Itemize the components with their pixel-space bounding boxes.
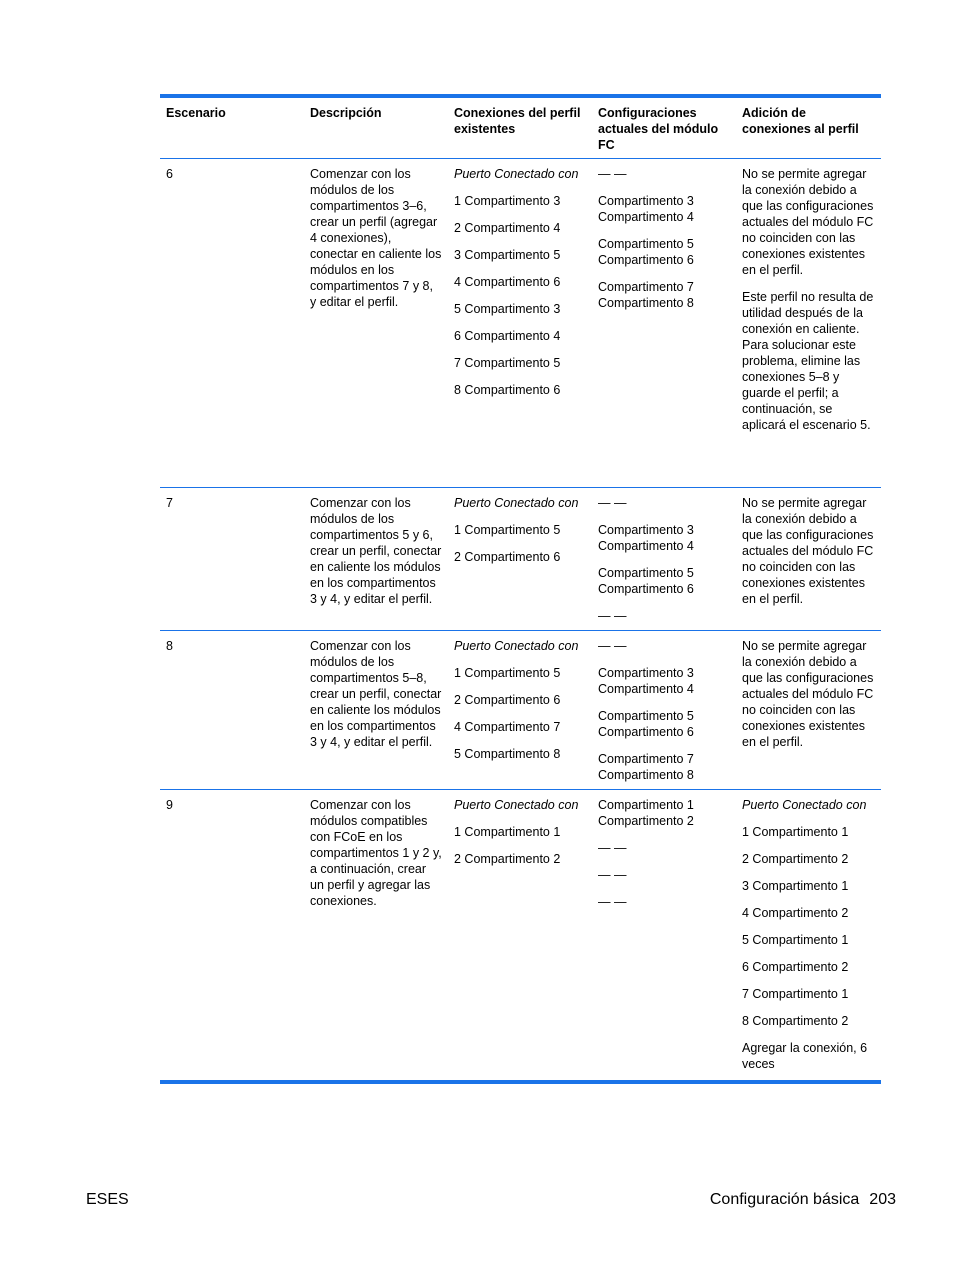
footer-locale: ESES xyxy=(86,1191,129,1208)
cell-paragraph: 4 Compartimento 7 xyxy=(454,720,561,734)
cell-paragraph: 8 Compartimento 2 xyxy=(742,1014,849,1028)
table-body xyxy=(160,159,881,1080)
cell-paragraph: Compartimento 7 Compartimento 8 xyxy=(598,752,694,782)
cell-paragraph: 8 Compartimento 6 xyxy=(454,383,561,397)
cell-existing-connections xyxy=(448,166,592,487)
cell-paragraph: No se permite agregar la conexión debido a que las configuraciones actuales del módulo FC no coinciden con las conexiones existentes en el perfil. xyxy=(742,496,874,606)
cell-paragraph: 3 Compartimento 5 xyxy=(454,248,561,262)
scenario-table xyxy=(160,94,881,1084)
cell-paragraph: Compartimento 5 Compartimento 6 xyxy=(598,566,694,596)
cell-paragraph: 1 Compartimento 3 xyxy=(454,194,561,208)
cell-addition xyxy=(736,797,881,1080)
cell-description: Comenzar con los módulos de los compartimentos 5 y 6, crear un perfil, conectar en caliente los módulos en los compartimentos 3 y 4, y editar el perfil. xyxy=(310,496,442,606)
table-header xyxy=(160,98,881,159)
table-row xyxy=(160,159,881,488)
cell-fc-config xyxy=(592,166,736,487)
cell-paragraph: Este perfil no resulta de utilidad después de la conexión en caliente. Para solucionar este problema, elimine las conexiones 5–8 y guarde el perfil; a continuación, se aplicará el escenario 5. xyxy=(742,290,874,432)
header-conexiones-existentes: Conexiones del perfil existentes xyxy=(454,106,581,136)
cell-scenario: 7 xyxy=(166,496,173,510)
header-escenario: Escenario xyxy=(166,106,226,120)
footer-page-info xyxy=(710,1191,896,1209)
cell-paragraph: — — xyxy=(598,496,627,510)
cell-paragraph: — — xyxy=(598,167,627,181)
cell-paragraph: 3 Compartimento 1 xyxy=(742,879,849,893)
cell-paragraph: Compartimento 5 Compartimento 6 xyxy=(598,237,694,267)
cell-addition xyxy=(736,638,881,789)
header-adicion-conexiones: Adición de conexiones al perfil xyxy=(742,106,859,136)
cell-paragraph: 1 Compartimento 5 xyxy=(454,523,561,537)
cell-paragraph: Compartimento 3 Compartimento 4 xyxy=(598,666,694,696)
cell-paragraph: Agregar la conexión, 6 veces xyxy=(742,1041,868,1071)
cell-paragraph: Puerto Conectado con xyxy=(454,798,579,812)
cell-description: Comenzar con los módulos compatibles con FCoE en los compartimentos 1 y 2 y, a continuación, crear un perfil y agregar las conexiones. xyxy=(310,798,442,908)
cell-existing-connections xyxy=(448,495,592,630)
footer-page-number: 203 xyxy=(869,1191,896,1208)
cell-paragraph: 2 Compartimento 6 xyxy=(454,550,561,564)
cell-paragraph: 6 Compartimento 4 xyxy=(454,329,561,343)
cell-paragraph: Puerto Conectado con xyxy=(742,798,867,812)
cell-paragraph: 7 Compartimento 5 xyxy=(454,356,561,370)
cell-paragraph: Puerto Conectado con xyxy=(454,496,579,510)
cell-paragraph: Compartimento 3 Compartimento 4 xyxy=(598,194,694,224)
cell-paragraph: 4 Compartimento 6 xyxy=(454,275,561,289)
cell-paragraph: 2 Compartimento 2 xyxy=(742,852,849,866)
cell-paragraph: Compartimento 3 Compartimento 4 xyxy=(598,523,694,553)
cell-paragraph: Puerto Conectado con xyxy=(454,167,579,181)
cell-scenario: 6 xyxy=(166,167,173,181)
cell-paragraph: Puerto Conectado con xyxy=(454,639,579,653)
cell-paragraph: 5 Compartimento 8 xyxy=(454,747,561,761)
cell-fc-config xyxy=(592,495,736,630)
cell-scenario: 9 xyxy=(166,798,173,812)
cell-paragraph: Compartimento 1 Compartimento 2 xyxy=(598,798,694,828)
cell-paragraph: — — xyxy=(598,609,627,623)
cell-description: Comenzar con los módulos de los compartimentos 3–6, crear un perfil (agregar 4 conexiones), conectar en caliente los módulos en los compartimentos 7 y 8, y editar el perfil. xyxy=(310,167,442,309)
table-row xyxy=(160,488,881,631)
cell-paragraph: 2 Compartimento 4 xyxy=(454,221,561,235)
cell-addition xyxy=(736,495,881,630)
cell-existing-connections xyxy=(448,638,592,789)
cell-existing-connections xyxy=(448,797,592,1080)
cell-paragraph: 6 Compartimento 2 xyxy=(742,960,849,974)
cell-paragraph: 5 Compartimento 1 xyxy=(742,933,849,947)
cell-description: Comenzar con los módulos de los compartimentos 5–8, crear un perfil, conectar en caliente los módulos en los compartimentos 3 y 4, y editar el perfil. xyxy=(310,639,442,749)
cell-paragraph: 2 Compartimento 6 xyxy=(454,693,561,707)
cell-paragraph: 1 Compartimento 1 xyxy=(742,825,849,839)
cell-fc-config xyxy=(592,638,736,789)
cell-paragraph: — — xyxy=(598,868,627,882)
cell-paragraph: 7 Compartimento 1 xyxy=(742,987,849,1001)
cell-paragraph: 4 Compartimento 2 xyxy=(742,906,849,920)
cell-paragraph: 5 Compartimento 3 xyxy=(454,302,561,316)
cell-paragraph: No se permite agregar la conexión debido a que las configuraciones actuales del módulo FC no coinciden con las conexiones existentes en el perfil. xyxy=(742,639,874,749)
cell-addition xyxy=(736,166,881,487)
cell-scenario: 8 xyxy=(166,639,173,653)
cell-paragraph: Compartimento 5 Compartimento 6 xyxy=(598,709,694,739)
cell-paragraph: — — xyxy=(598,639,627,653)
cell-paragraph: Compartimento 7 Compartimento 8 xyxy=(598,280,694,310)
header-configuraciones-fc: Configuraciones actuales del módulo FC xyxy=(598,106,719,152)
cell-paragraph: — — xyxy=(598,841,627,855)
cell-paragraph: 2 Compartimento 2 xyxy=(454,852,561,866)
table-row xyxy=(160,631,881,790)
cell-fc-config xyxy=(592,797,736,1080)
footer-section-title: Configuración básica xyxy=(709,1191,860,1208)
table-row xyxy=(160,790,881,1080)
header-descripcion: Descripción xyxy=(310,106,382,120)
cell-paragraph: 1 Compartimento 5 xyxy=(454,666,561,680)
cell-paragraph: No se permite agregar la conexión debido a que las configuraciones actuales del módulo FC no coinciden con las conexiones existentes en el perfil. xyxy=(742,167,874,277)
cell-paragraph: — — xyxy=(598,895,627,909)
cell-paragraph: 1 Compartimento 1 xyxy=(454,825,561,839)
